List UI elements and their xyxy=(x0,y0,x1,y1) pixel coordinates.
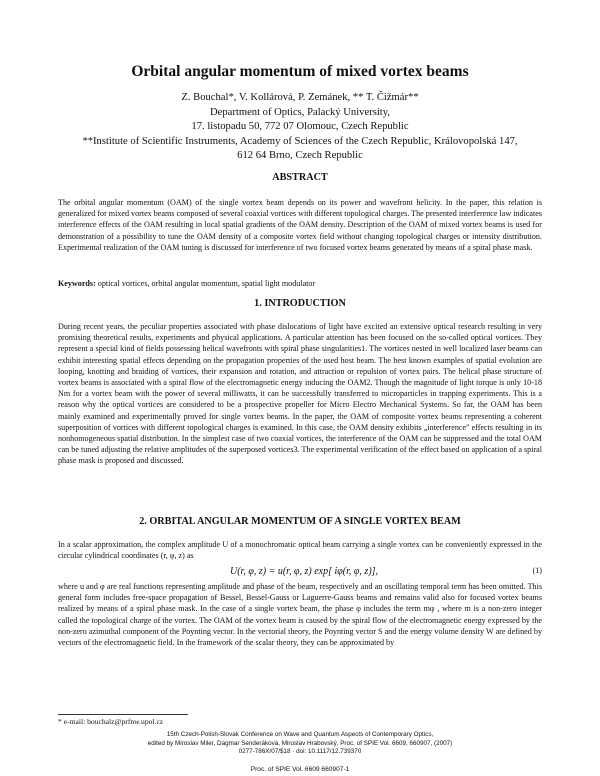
affiliation-2: **Institute of Scientific Instruments, Academy of Sciences of the Czech Republic, Královopolská 147, xyxy=(82,135,518,147)
abstract-text: The orbital angular momentum (OAM) of the single vortex beam depends on its power and wavefront helicity. In the paper, this relation is generalized for mixed vortex beams composed of several coaxial vortices with different topological charges. The presented interference law indicates interference effects of the OAM resulting in local spatial gradients of the OAM density. Description of the OAM of mixed vortex beams is used for demonstration of a possibility to tune the OAM density of a composite vortex field without changing topological charges or intensity distribution. Experimental realization of the OAM tuning is discussed for interference of two focused vortex beams generated by means of a spiral phase mask. xyxy=(58,198,542,252)
conference-line-3: 0277-786X/07/$18 · doi: 10.1117/12.739370 xyxy=(238,748,362,756)
keywords xyxy=(58,279,542,288)
abstract-heading: ABSTRACT xyxy=(272,172,328,183)
author-names: Z. Bouchal*, V. Kollárová, P. Zemánek, ** T. Čižmár** xyxy=(181,92,419,103)
section2-heading: 2. ORBITAL ANGULAR MOMENTUM OF A SINGLE VORTEX BEAM xyxy=(139,516,461,527)
section1-heading: 1. INTRODUCTION xyxy=(254,298,346,309)
affiliation-2-address: 612 64 Brno, Czech Republic xyxy=(237,150,363,162)
paper-title: Orbital angular momentum of mixed vortex beams xyxy=(131,63,469,80)
author-block xyxy=(0,91,600,164)
equation-1-number: (1) xyxy=(532,566,542,575)
page-number: Proc. of SPIE Vol. 6609 660907-1 xyxy=(250,766,350,773)
keywords-text: optical vortices, orbital angular momentum, spatial light modulator xyxy=(97,279,316,288)
section1-text: During recent years, the peculiar properties associated with phase dislocations of light have excited an extensive optical research resulting in very promising theoretical results, experiments and physical applications. A particular attention has been focused on the so-called optical vortices. They represent a special kind of fields possessing helical wavefronts with spiral phase singularities1. The vortices nested in well localized laser beams can exhibit interesting spatial effects depending on the propagation properties of the used host beam. The best known examples of spatial evolution are looping, knotting and braiding of vortices, their expansion and rotation, and attraction or repulsion of vortex pairs. The helical phase structure of vortex beams is associated with a spiral flow of the electromagnetic energy inducing the OAM2. Though the magnitude of light torque is only 10-18 Nm for a vortex beam with the power of several milliwatts, it can be successfully transferred to microparticles in trapping experiments. This is a reason why the optical vortices are considered to be a prospective propeller for Micro Electro Mechanical Systems. So far, the OAM has been mainly examined and experimentally proved for single vortex beams. In the paper, the OAM of composite vortex beams representing a coherent superposition of vortices with different topological charges is examined. In this case, the OAM density exhibits „interference" effects resulting in its nonhomogeneous spatial distribution. In the simplest case of two coaxial vortices, the interference of the OAM can be suppressed and the total OAM can be tuned adjusting the relative amplitudes of the superposed vortices3. The experimental verification of the effect based on application of a spiral phase mask is proposed and discussed. xyxy=(58,322,542,466)
section2-text-b: where u and φ are real functions representing amplitude and phase of the beam, respectively and an oscillating temporal term has been omitted. This general form includes free-space propagation of Bessel, Bessel-Gauss or Laguerre-Gauss beams and remains valid also for focused vortex beams realized by means of a spiral phase mask. In the case of a single vortex beam, the phase φ includes the term mφ , where m is a non-zero integer called the topological charge of the vortex. The OAM of the vortex beam is caused by the spiral flow of the electromagnetic energy expressed by the non-zero azimuthal component of the Poynting vector. In the vectorial theory, the Poynting vector S and the energy volume density W are defined by vectors of the electromagnetic field. In the framework of the scalar theory, they can be approximated by xyxy=(58,582,542,648)
section2-text-a: In a scalar approximation, the complex amplitude U of a monochromatic optical beam carrying a single vortex can be conveniently expressed in the circular cylindrical coordinates (r, φ, z) as xyxy=(58,540,542,561)
conference-info xyxy=(0,731,600,757)
equation-1-body: U(r, φ, z) = u(r, φ, z) exp[ iφ(r, φ, z)], xyxy=(230,566,379,577)
conference-line-1: 15th Czech-Polish-Slovak Conference on Wave and Quantum Aspects of Contemporary Optics, xyxy=(166,731,434,738)
footnote-email: * e-mail: bouchalz@prfnw.upol.cz xyxy=(58,717,164,726)
affiliation-1-address: 17. listopadu 50, 772 07 Olomouc, Czech Republic xyxy=(191,121,409,133)
conference-line-2: edited by Miroslav Miler, Dagmar Senderáková, Miroslav Hrabovský, Proc. of SPIE Vol. 6609, 660907, (2007) xyxy=(147,739,453,747)
footnote-rule xyxy=(58,714,188,715)
affiliation-1: Department of Optics, Palacký University, xyxy=(210,106,390,118)
keywords-label: Keywords: xyxy=(58,279,96,288)
